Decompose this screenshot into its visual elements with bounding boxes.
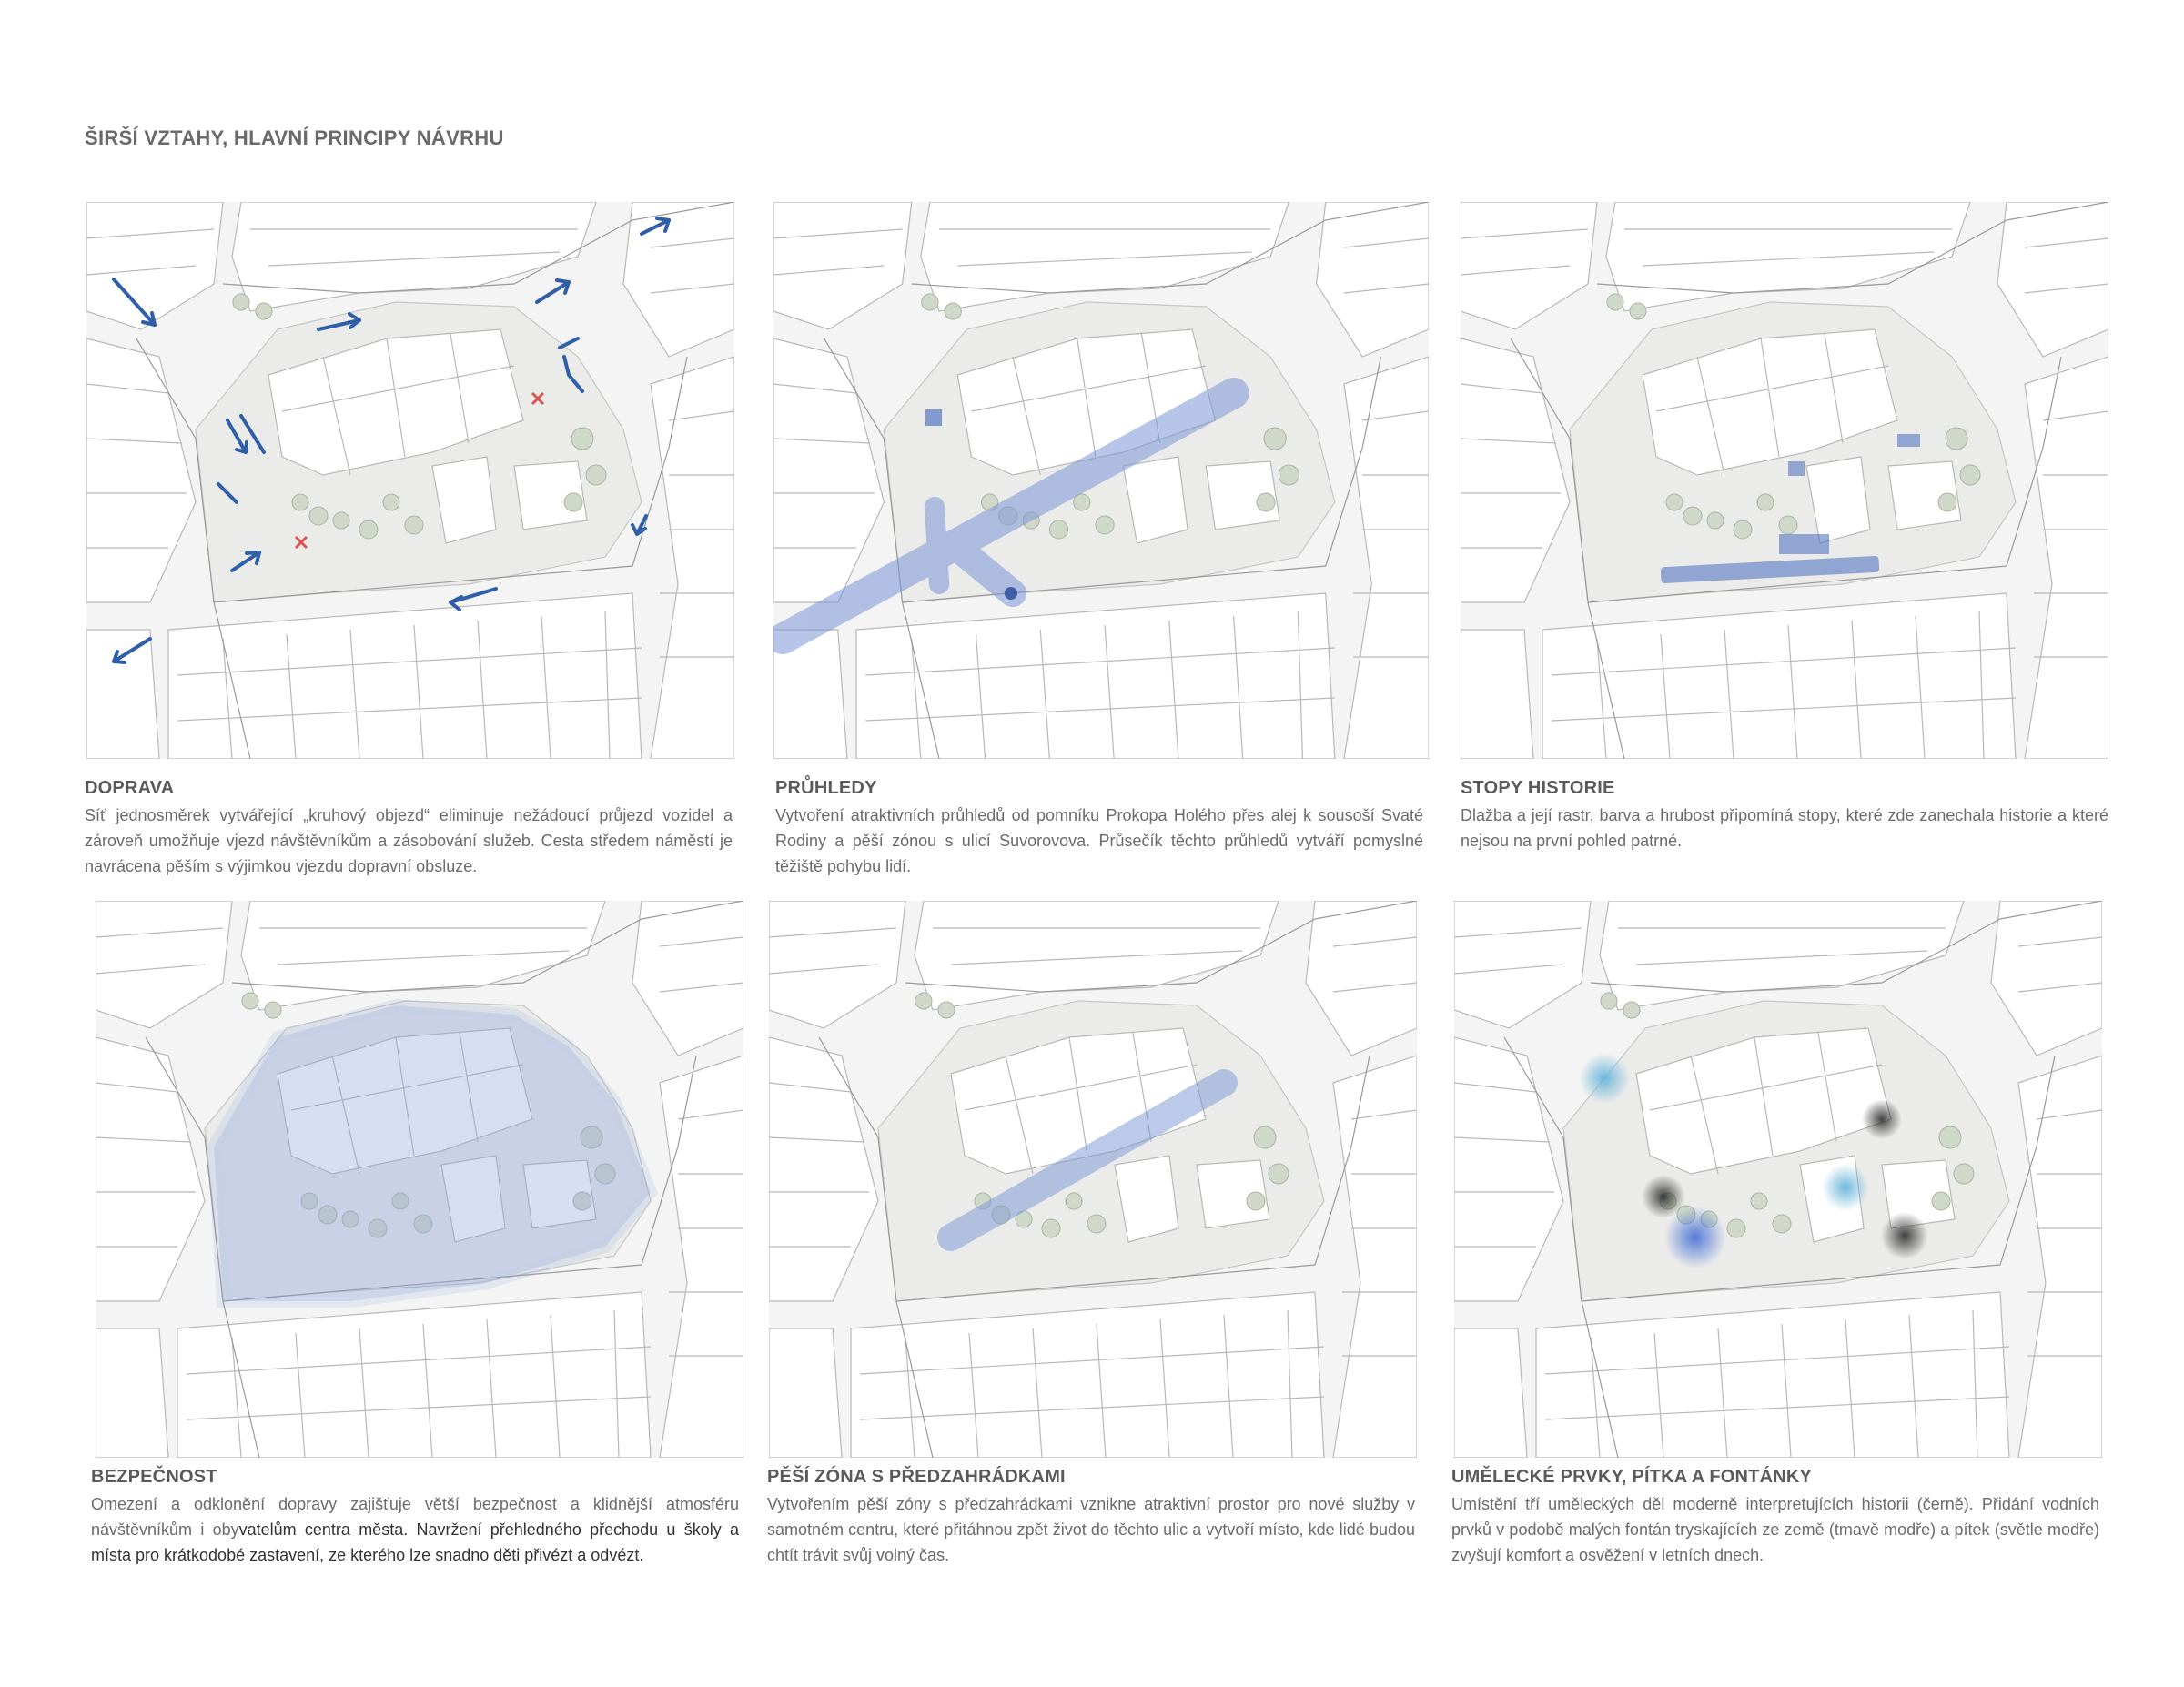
map-bezpecnost [96, 901, 743, 1458]
caption-bezpecnost [91, 1467, 739, 1568]
panel-heading: UMĚLECKÉ PRVKY, PÍTKA A FONTÁNKY [1451, 1467, 1813, 1487]
map-stopy-historie [1461, 202, 2108, 759]
panel-text-part: vatelům centra města. Navržení přehledného přechodu u školy a místa pro krátkodobé zastavení, ze kterého lze snadno děti přivézt a odvézt. [91, 1520, 739, 1564]
panel-text: Síť jednosměrek vytvářející „kruhový objezd“ eliminuje nežádoucí průjezd vozidel a zároveň umožňuje vjezd návštěvníkům a zásobování služeb. Cesta středem náměstí je navrácena pěším s výjimkou vjezdu dopravní obsluze. [85, 806, 733, 875]
panel-text-part: Omezení a odklonění dopravy zajišťuje větší bezpečnost a klidnější atmosféru návštěvníkům i oby [91, 1495, 739, 1539]
caption-stopy-historie [1461, 778, 2108, 854]
panel-heading: BEZPEČNOST [91, 1467, 217, 1487]
panel-heading: STOPY HISTORIE [1461, 778, 1615, 798]
caption-umelecke-prvky [1451, 1467, 2099, 1568]
panel-text: Umístění tří uměleckých děl moderně interpretujících historii (černě). Přidání vodních prvků v podobě malých fontán tryskajících ze země (tmavě modře) a pítek (světle modře) zvyšují komfort a osvěžení v letních dnech. [1451, 1495, 2099, 1564]
map-pruhledy [774, 202, 1429, 759]
panel-heading: DOPRAVA [85, 778, 175, 798]
panel-heading: PĚŠÍ ZÓNA S PŘEDZAHRÁDKAMI [767, 1467, 1066, 1487]
caption-pesi-zona [767, 1467, 1415, 1568]
caption-doprava [85, 778, 733, 879]
statue-marker [1005, 587, 1017, 600]
panel-heading: PRŮHLEDY [775, 778, 877, 798]
map-umelecke-prvky [1454, 901, 2102, 1458]
map-pesi-zona [769, 901, 1417, 1458]
caption-pruhledy [775, 778, 1423, 879]
panel-text: Vytvořením pěší zóny s předzahrádkami vznikne atraktivní prostor pro nové služby v samotném centru, které přitáhnou zpět život do těchto ulic a vytvoří místo, kde lidé budou chtít trávit svůj volný čas. [767, 1495, 1415, 1564]
panel-text: Vytvoření atraktivních průhledů od pomníku Prokopa Holého přes alej k sousoší Svaté Rodiny a pěší zónou s ulicí Suvorovova. Průsečík těchto průhledů vytváří pomyslné těžiště pohybu lidí. [775, 806, 1423, 875]
panel-text: Dlažba a její rastr, barva a hrubost připomíná stopy, které zde zanechala historie a které nejsou na první pohled patrné. [1461, 806, 2108, 850]
panel-text [91, 1491, 739, 1568]
monument-marker [925, 409, 942, 426]
map-doprava [86, 202, 734, 759]
page-title: ŠIRŠÍ VZTAHY, HLAVNÍ PRINCIPY NÁVRHU [85, 126, 504, 149]
